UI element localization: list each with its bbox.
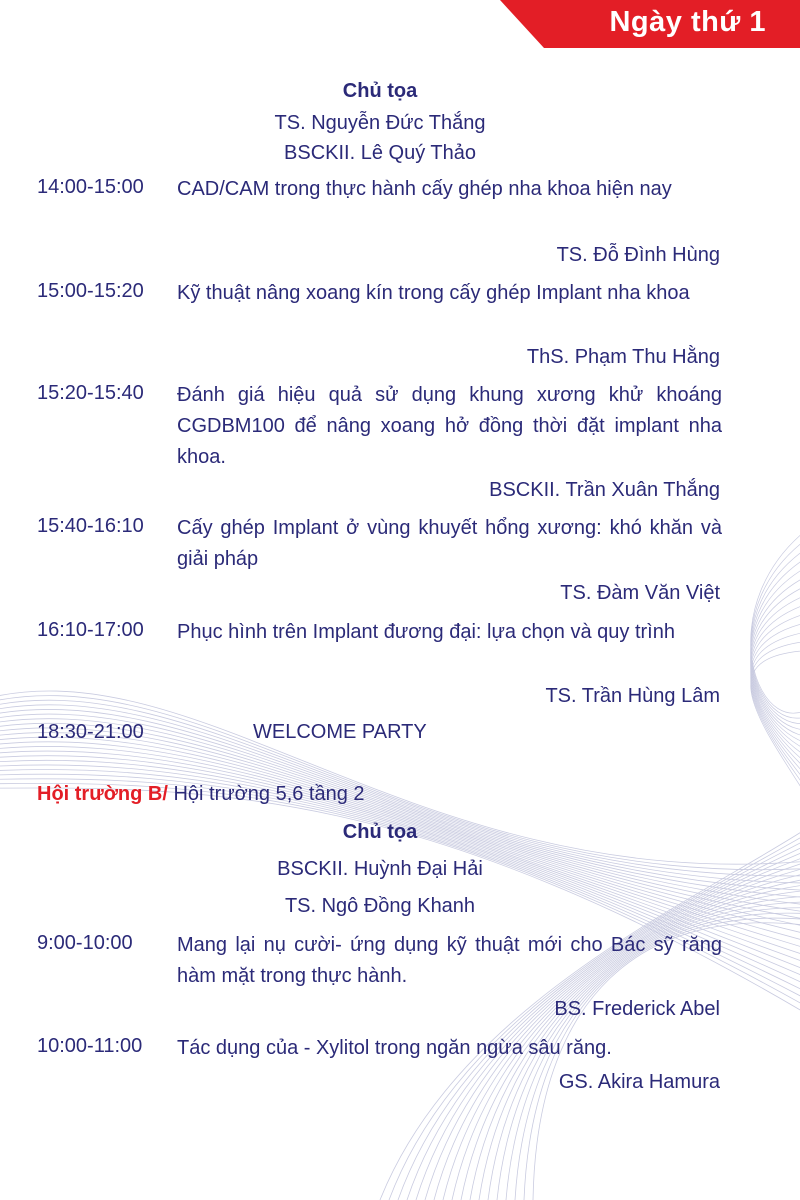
talk-title: Đánh giá hiệu quả sử dụng khung xương khử khoáng CGDBM100 để nâng xoang hở đồng thời đặt implant nha khoa. — [177, 384, 722, 468]
welcome-time: 18:30-21:00 — [37, 721, 144, 743]
chair-name: BSCKII. Lê Quý Thảo — [284, 142, 476, 164]
talk-time: 10:00-11:00 — [37, 1035, 143, 1057]
talk-time: 15:00-15:20 — [37, 280, 144, 302]
talk-time: 14:00-15:00 — [37, 176, 144, 198]
talk-title: Tác dụng của - Xylitol trong ngăn ngừa sâu răng. — [177, 1037, 612, 1059]
talk-time: 16:10-17:00 — [37, 619, 144, 641]
hall-detail: Hội trường 5,6 tầng 2 — [173, 783, 365, 805]
day-banner — [500, 0, 800, 48]
chair-name: TS. Nguyễn Đức Thắng — [274, 112, 486, 134]
talk-title: CAD/CAM trong thực hành cấy ghép nha khoa hiện nay — [177, 178, 672, 200]
talk-time: 9:00-10:00 — [37, 932, 133, 954]
talk-speaker: TS. Trần Hùng Lâm — [545, 685, 720, 707]
talk-speaker: TS. Đỗ Đình Hùng — [556, 244, 720, 266]
chair-name: TS. Ngô Đồng Khanh — [284, 895, 476, 917]
talk-speaker: GS. Akira Hamura — [558, 1071, 720, 1093]
chair-heading: Chủ tọa — [342, 821, 418, 843]
talk-title: Cấy ghép Implant ở vùng khuyết hổng xương: khó khăn và giải pháp — [177, 517, 722, 570]
talk-speaker: TS. Đàm Văn Việt — [560, 582, 720, 604]
talk-speaker: ThS. Phạm Thu Hằng — [526, 346, 720, 368]
talk-title: Phục hình trên Implant đương đại: lựa chọn và quy trình — [177, 621, 675, 643]
hall-name: Hội trường B/ — [37, 783, 168, 805]
welcome-label: WELCOME PARTY — [253, 721, 427, 743]
talk-speaker: BSCKII. Trần Xuân Thắng — [489, 479, 720, 501]
talk-title: Kỹ thuật nâng xoang kín trong cấy ghép Implant nha khoa — [177, 282, 690, 304]
talk-title: Mang lại nụ cười- ứng dụng kỹ thuật mới cho Bác sỹ răng hàm mặt trong thực hành. — [177, 934, 722, 987]
talk-time: 15:20-15:40 — [37, 382, 144, 404]
day-label: Ngày thứ 1 — [609, 6, 766, 38]
hall-heading — [37, 783, 365, 806]
talk-speaker: BS. Frederick Abel — [554, 998, 720, 1020]
talk-time: 15:40-16:10 — [37, 515, 144, 537]
chair-name: BSCKII. Huỳnh Đại Hải — [277, 858, 483, 880]
chair-heading: Chủ tọa — [342, 80, 418, 102]
